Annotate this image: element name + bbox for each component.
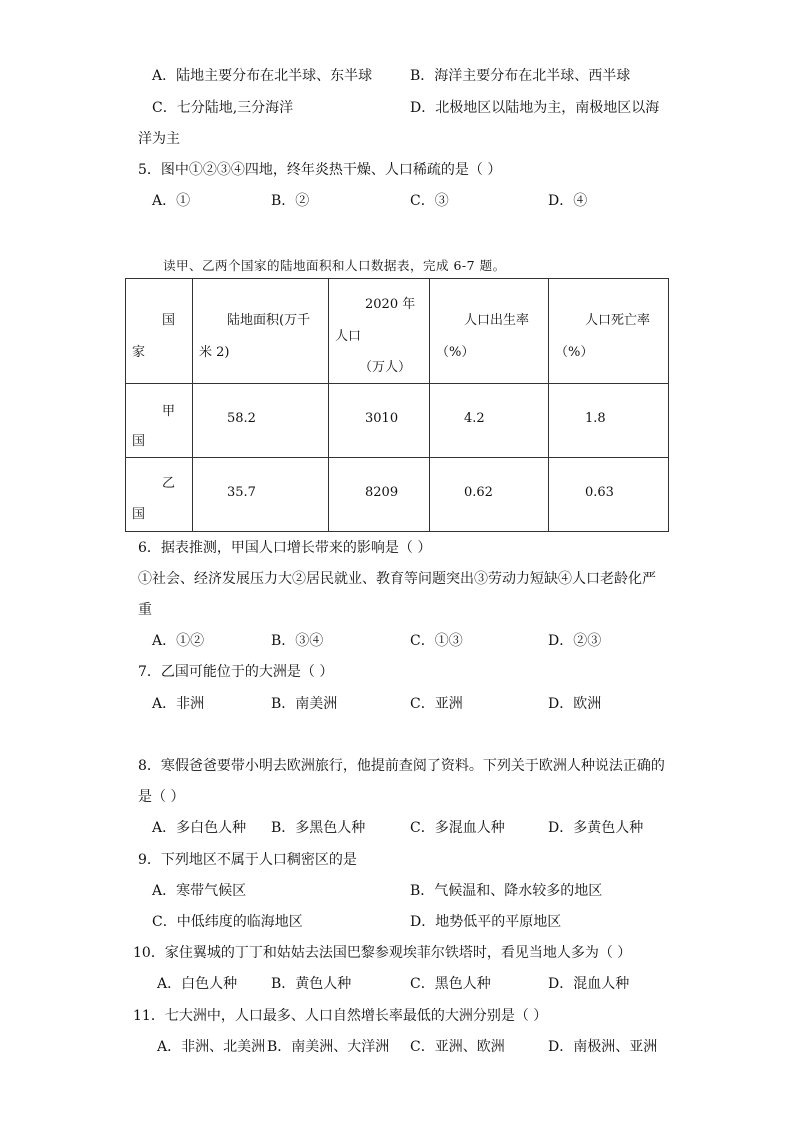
header-country bbox=[126, 279, 193, 384]
q9-option-d: D．地势低平的平原地区 bbox=[410, 914, 562, 930]
header-death-rate bbox=[549, 279, 669, 384]
header-country-line2: 家 bbox=[132, 345, 146, 360]
header-birth-rate bbox=[430, 279, 549, 384]
header-birth-line1: 人口出生率 bbox=[464, 313, 530, 328]
q11-option-b: B．南美洲、大洋洲 bbox=[267, 1039, 390, 1055]
table-row bbox=[126, 384, 669, 458]
q7-option-c: C．亚洲 bbox=[410, 696, 463, 712]
header-population bbox=[329, 279, 430, 384]
q10-option-b: B．黄色人种 bbox=[271, 976, 352, 992]
row1-death bbox=[549, 384, 669, 458]
row1-birth bbox=[430, 384, 549, 458]
q11-option-d: D．南极洲、亚洲 bbox=[548, 1039, 658, 1055]
row2-birth bbox=[430, 458, 549, 532]
row2-death-value: 0.63 bbox=[585, 485, 614, 500]
q5-option-a: A．① bbox=[152, 193, 191, 209]
header-birth-line2: （%） bbox=[436, 345, 475, 360]
q8-option-d: D．多黄色人种 bbox=[548, 820, 644, 836]
row1-area bbox=[193, 384, 329, 458]
q6-option-a: A．①② bbox=[152, 633, 205, 649]
row2-area-value: 35.7 bbox=[227, 485, 256, 500]
header-population-line1: 2020 年 bbox=[365, 297, 416, 312]
header-area-line1: 陆地面积(万千 bbox=[227, 313, 311, 328]
q11-option-c: C．亚洲、欧洲 bbox=[410, 1039, 505, 1055]
header-area bbox=[193, 279, 329, 384]
q11-option-a: A．非洲、北美洲 bbox=[157, 1039, 266, 1055]
row2-birth-value: 0.62 bbox=[464, 485, 493, 500]
q5-option-b: B．② bbox=[271, 193, 310, 209]
q11-stem: 11．七大洲中，人口最多、人口自然增长率最低的大洲分别是（ ） bbox=[133, 1008, 548, 1024]
q5-stem: 5．图中①②③④四地，终年炎热干燥、人口稀疏的是（ ） bbox=[138, 162, 502, 178]
q10-stem: 10．家住翼城的丁丁和姑姑去法国巴黎参观埃菲尔铁塔时，看见当地人多为（ ） bbox=[133, 945, 632, 961]
q4-option-b: B．海洋主要分布在北半球、西半球 bbox=[410, 68, 631, 84]
row1-country bbox=[126, 384, 193, 458]
q6-items: ①社会、经济发展压力大②居民就业、教育等问题突出③劳动力短缺④人口老龄化严 bbox=[138, 571, 656, 587]
q4-option-a: A．陆地主要分布在北半球、东半球 bbox=[152, 68, 373, 84]
q4-option-d: D．北极地区以陆地为主，南极地区以海 bbox=[410, 100, 660, 116]
header-area-line2: 米 2) bbox=[199, 345, 230, 360]
row1-population bbox=[329, 384, 430, 458]
q9-stem: 9．下列地区不属于人口稠密区的是 bbox=[138, 852, 357, 868]
row1-population-value: 3010 bbox=[365, 411, 399, 426]
population-table bbox=[125, 278, 669, 532]
q7-option-b: B．南美洲 bbox=[271, 696, 338, 712]
q7-option-a: A．非洲 bbox=[152, 696, 205, 712]
q8-option-c: C．多混血人种 bbox=[410, 820, 505, 836]
q9-option-c: C．中低纬度的临海地区 bbox=[152, 914, 303, 930]
q8-option-a: A．多白色人种 bbox=[152, 820, 247, 836]
row2-country-line1: 乙 bbox=[162, 476, 176, 491]
row2-death bbox=[549, 458, 669, 532]
q4-option-d-continued: 洋为主 bbox=[138, 131, 180, 147]
row2-population bbox=[329, 458, 430, 532]
q10-option-c: C．黑色人种 bbox=[410, 976, 491, 992]
table-row bbox=[126, 458, 669, 532]
table-intro: 读甲、乙两个国家的陆地面积和人口数据表，完成 6-7 题。 bbox=[163, 258, 506, 273]
row2-country bbox=[126, 458, 193, 532]
q10-option-a: A．白色人种 bbox=[157, 976, 238, 992]
q9-option-b: B．气候温和、降水较多的地区 bbox=[410, 883, 603, 899]
header-population-line2: 人口 bbox=[335, 329, 362, 344]
q8-option-b: B．多黑色人种 bbox=[271, 820, 366, 836]
row1-country-line1: 甲 bbox=[162, 404, 176, 419]
row1-death-value: 1.8 bbox=[585, 411, 606, 426]
row2-area bbox=[193, 458, 329, 532]
q7-option-d: D．欧洲 bbox=[548, 696, 602, 712]
row1-country-line2: 国 bbox=[132, 434, 146, 449]
q6-items-continued: 重 bbox=[138, 602, 152, 618]
q4-option-c: C．七分陆地,三分海洋 bbox=[152, 100, 294, 116]
row1-area-value: 58.2 bbox=[227, 411, 256, 426]
q9-option-a: A．寒带气候区 bbox=[152, 883, 247, 899]
q6-option-c: C．①③ bbox=[410, 633, 463, 649]
header-country-line1: 国 bbox=[162, 313, 176, 328]
q8-stem: 8．寒假爸爸要带小明去欧洲旅行，他提前查阅了资料。下列关于欧洲人种说法正确的 bbox=[138, 758, 665, 774]
q10-option-d: D．混血人种 bbox=[548, 976, 630, 992]
table-header-row bbox=[126, 279, 669, 384]
q6-stem: 6．据表推测，甲国人口增长带来的影响是（ ） bbox=[138, 540, 432, 556]
header-death-line2: （%） bbox=[555, 345, 594, 360]
row2-country-line2: 国 bbox=[132, 507, 146, 522]
q6-option-b: B．③④ bbox=[271, 633, 324, 649]
q7-stem: 7．乙国可能位于的大洲是（ ） bbox=[138, 664, 334, 680]
q6-option-d: D．②③ bbox=[548, 633, 602, 649]
q5-option-d: D．④ bbox=[548, 193, 588, 209]
q8-stem-continued: 是（ ） bbox=[138, 789, 185, 805]
q5-option-c: C．③ bbox=[410, 193, 449, 209]
row2-population-value: 8209 bbox=[365, 485, 399, 500]
header-death-line1: 人口死亡率 bbox=[585, 313, 651, 328]
row1-birth-value: 4.2 bbox=[464, 411, 485, 426]
header-population-line3: （万人） bbox=[359, 360, 412, 375]
